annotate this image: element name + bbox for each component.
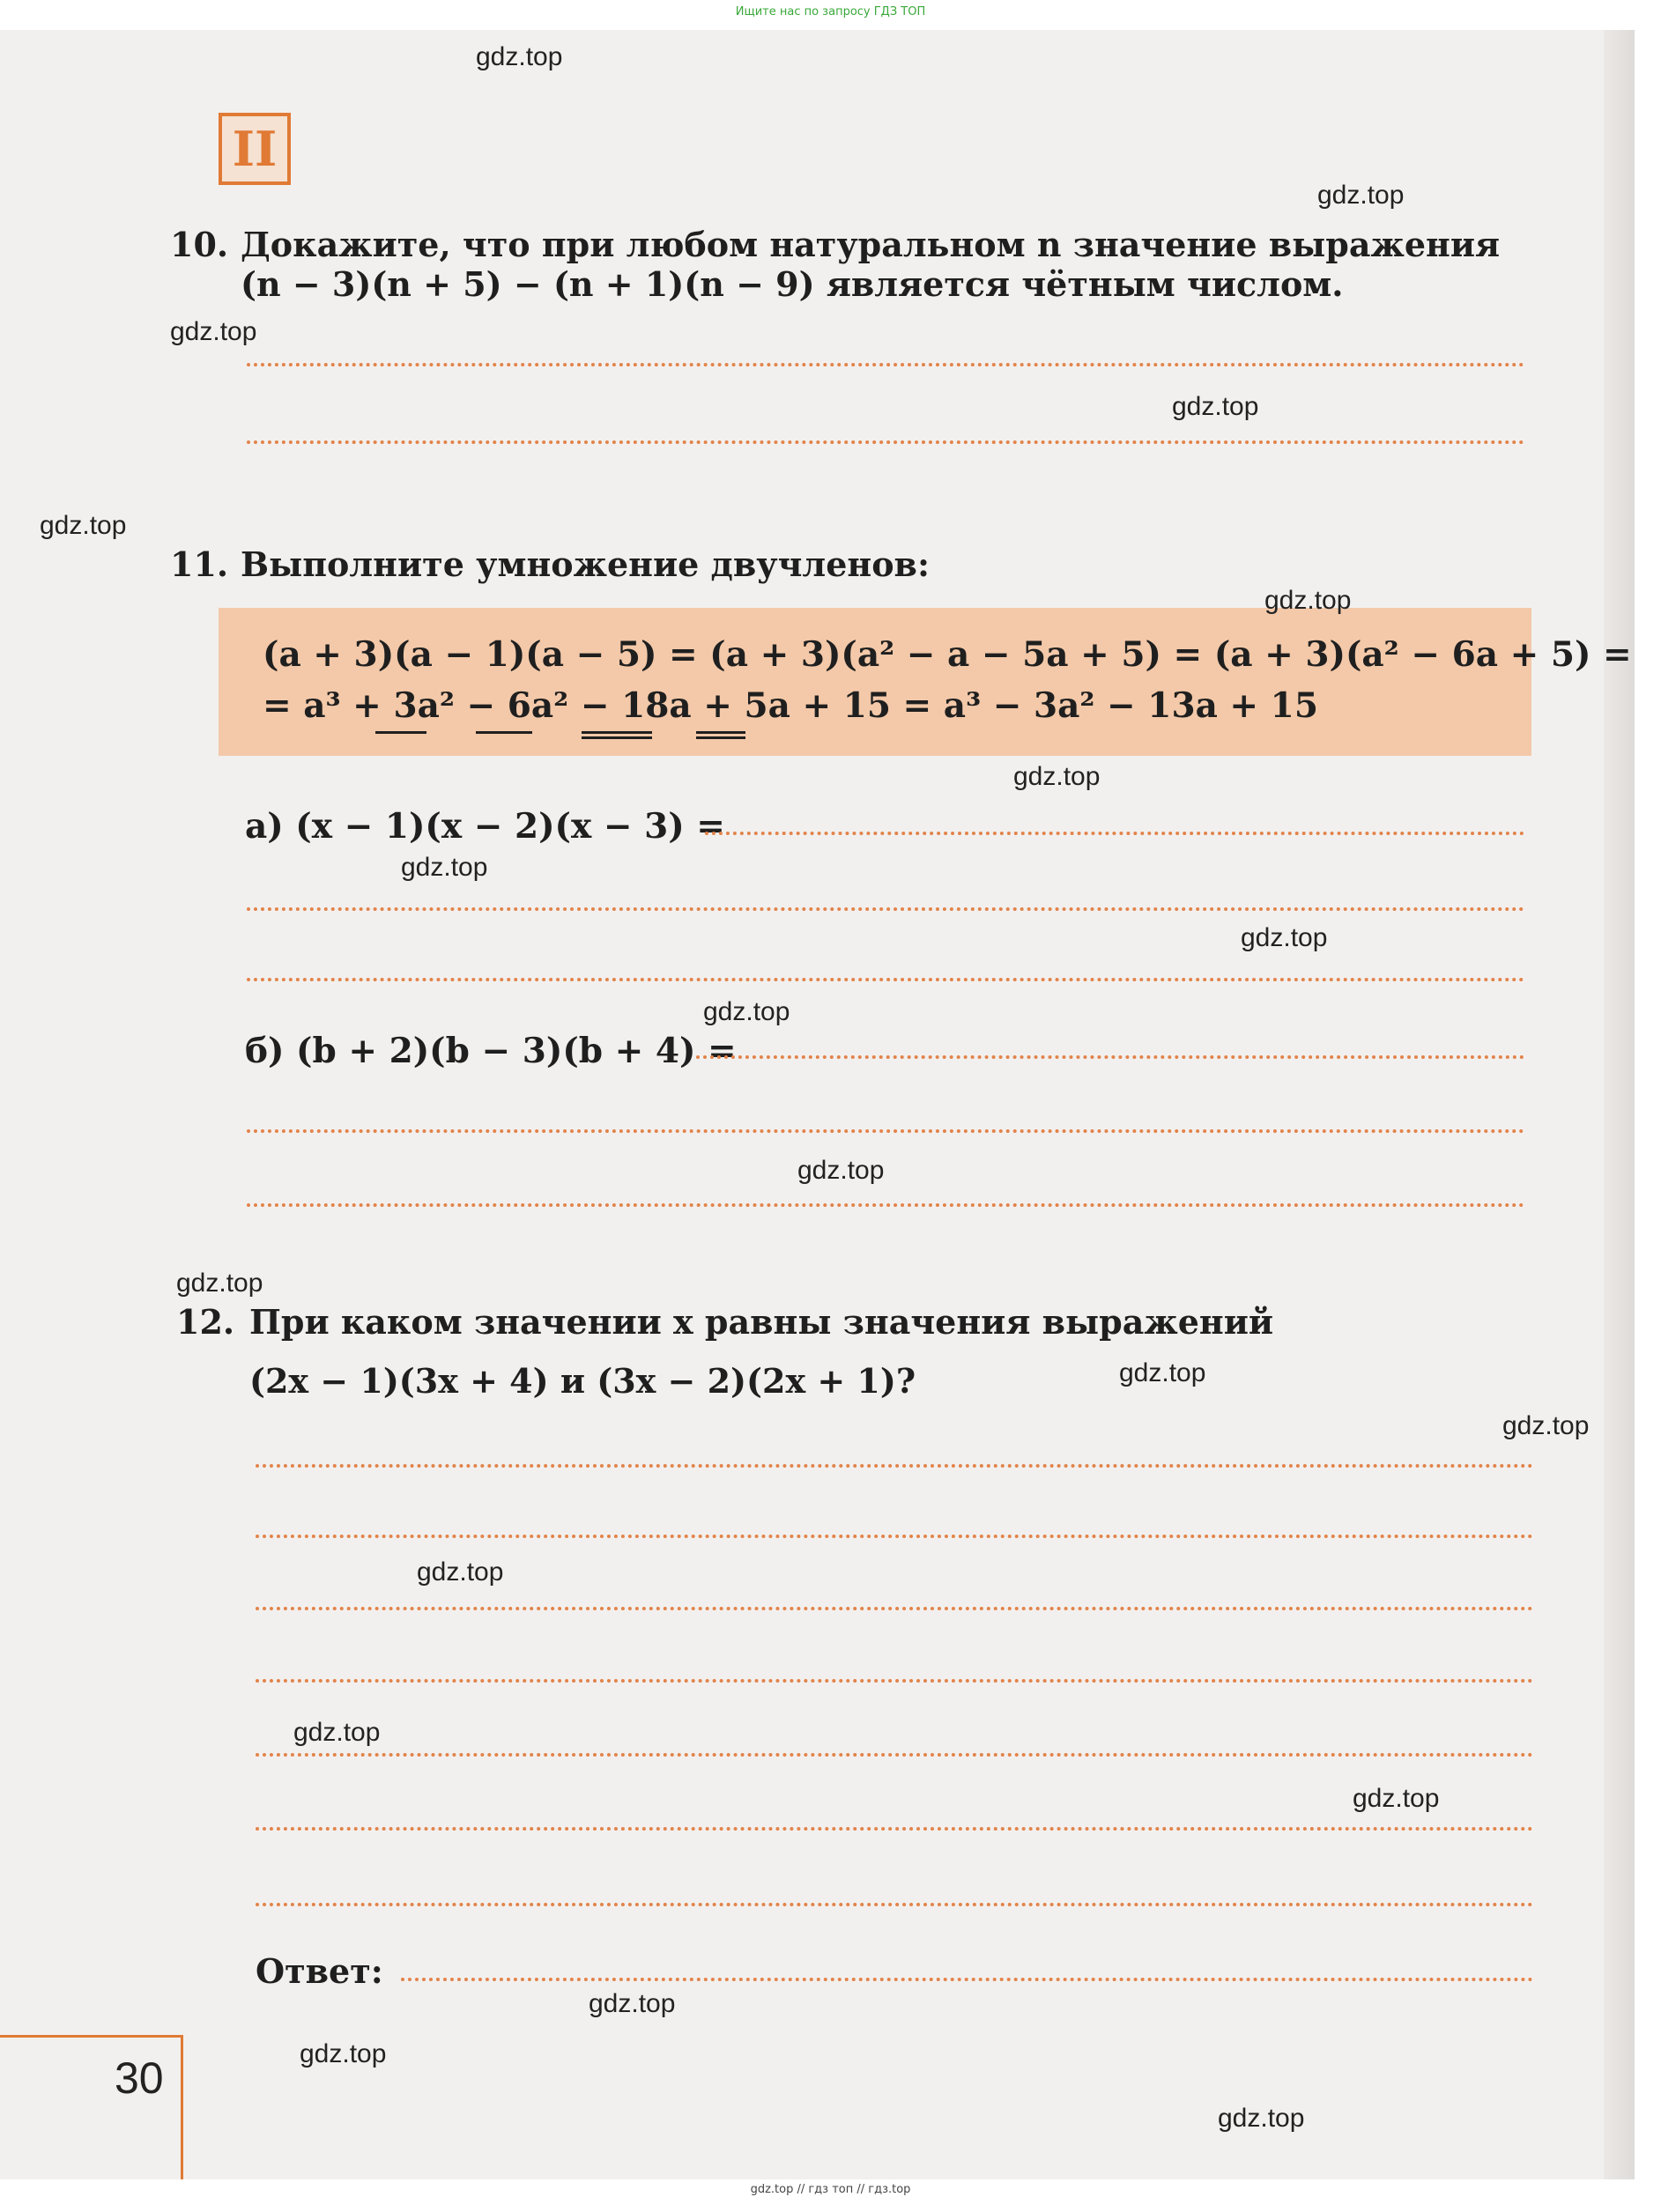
watermark: gdz.top [417, 1557, 504, 1587]
watermark: gdz.top [40, 511, 127, 540]
like-term-underline [696, 731, 745, 734]
example-line-2: = a³ + 3a² − 6a² − 18a + 5a + 15 = a³ − 3a² − 13a + 15 [263, 685, 1318, 726]
answer-line[interactable] [256, 1679, 1533, 1683]
task-10-line2: (n − 3)(n + 5) − (n + 1)(n − 9) является чётным числом. [241, 264, 1344, 304]
watermark: gdz.top [797, 1156, 885, 1185]
workbook-page [0, 30, 1635, 2179]
task-12-line1: При каком значении x равны значения выражений [249, 1302, 1274, 1342]
watermark: gdz.top [170, 317, 257, 346]
task-11b: б) (b + 2)(b − 3)(b + 4) = [245, 1031, 737, 1071]
like-term-underline [375, 731, 426, 734]
watermark: gdz.top [1353, 1784, 1440, 1813]
task-11-number: 11. [170, 544, 229, 584]
example-line-1: (a + 3)(a − 1)(a − 5) = (a + 3)(a² − a − 5a + 5) = (a + 3)(a² − 6a + 5) = [263, 634, 1632, 675]
watermark: gdz.top [1264, 586, 1352, 615]
answer-line[interactable] [256, 1827, 1533, 1831]
watermark: gdz.top [1502, 1411, 1590, 1440]
answer-line[interactable] [247, 1129, 1524, 1133]
answer-line[interactable] [401, 1978, 1533, 1981]
task-11a: а) (x − 1)(x − 2)(x − 3) = [245, 806, 725, 847]
answer-line[interactable] [256, 1903, 1533, 1906]
watermark: gdz.top [1218, 2104, 1305, 2133]
task-12-line2: (2x − 1)(3x + 4) и (3x − 2)(2x + 1)? [249, 1361, 916, 1401]
task-10-line1 [170, 225, 1500, 264]
watermark: gdz.top [476, 42, 563, 71]
answer-line[interactable] [247, 440, 1524, 444]
watermark: gdz.top [300, 2039, 387, 2068]
watermark: gdz.top [589, 1989, 676, 2018]
watermark: gdz.top [703, 997, 790, 1026]
answer-line[interactable] [247, 907, 1524, 911]
answer-line[interactable] [247, 363, 1524, 366]
like-term-underline [476, 731, 532, 734]
answer-line[interactable] [256, 1535, 1533, 1538]
watermark: gdz.top [1172, 392, 1259, 421]
task-12-number: 12. [176, 1302, 235, 1342]
watermark: gdz.top [1119, 1358, 1206, 1387]
answer-line[interactable] [256, 1607, 1533, 1610]
answer-line[interactable] [256, 1464, 1533, 1468]
like-term-underline [582, 731, 652, 734]
bottom-banner[interactable]: gdz.top // гдз топ // гдз.top [750, 2183, 911, 2196]
page-number: 30 [115, 2053, 164, 2103]
answer-line[interactable] [696, 1055, 1524, 1059]
task-11-title: Выполните умножение двучленов: [241, 544, 930, 584]
like-term-underline [696, 736, 745, 739]
page-edge-shadow [1604, 30, 1635, 2179]
task-10-number: 10. [170, 225, 229, 264]
watermark: gdz.top [1241, 923, 1328, 952]
answer-line[interactable] [256, 1753, 1533, 1757]
watermark: gdz.top [176, 1269, 263, 1298]
task-10-text1: Докажите, что при любом натуральном n значение выражения [241, 225, 1501, 264]
answer-line[interactable] [247, 1203, 1524, 1207]
answer-line[interactable] [705, 832, 1524, 835]
watermark: gdz.top [293, 1718, 381, 1747]
watermark: gdz.top [401, 853, 488, 882]
watermark: gdz.top [1317, 181, 1405, 210]
like-term-underline [582, 736, 652, 739]
section-badge: II [219, 113, 291, 185]
top-banner[interactable]: Ищите нас по запросу ГДЗ ТОП [735, 5, 926, 18]
answer-line[interactable] [247, 978, 1524, 981]
answer-label: Ответ: [256, 1951, 383, 1991]
watermark: gdz.top [1013, 762, 1101, 791]
